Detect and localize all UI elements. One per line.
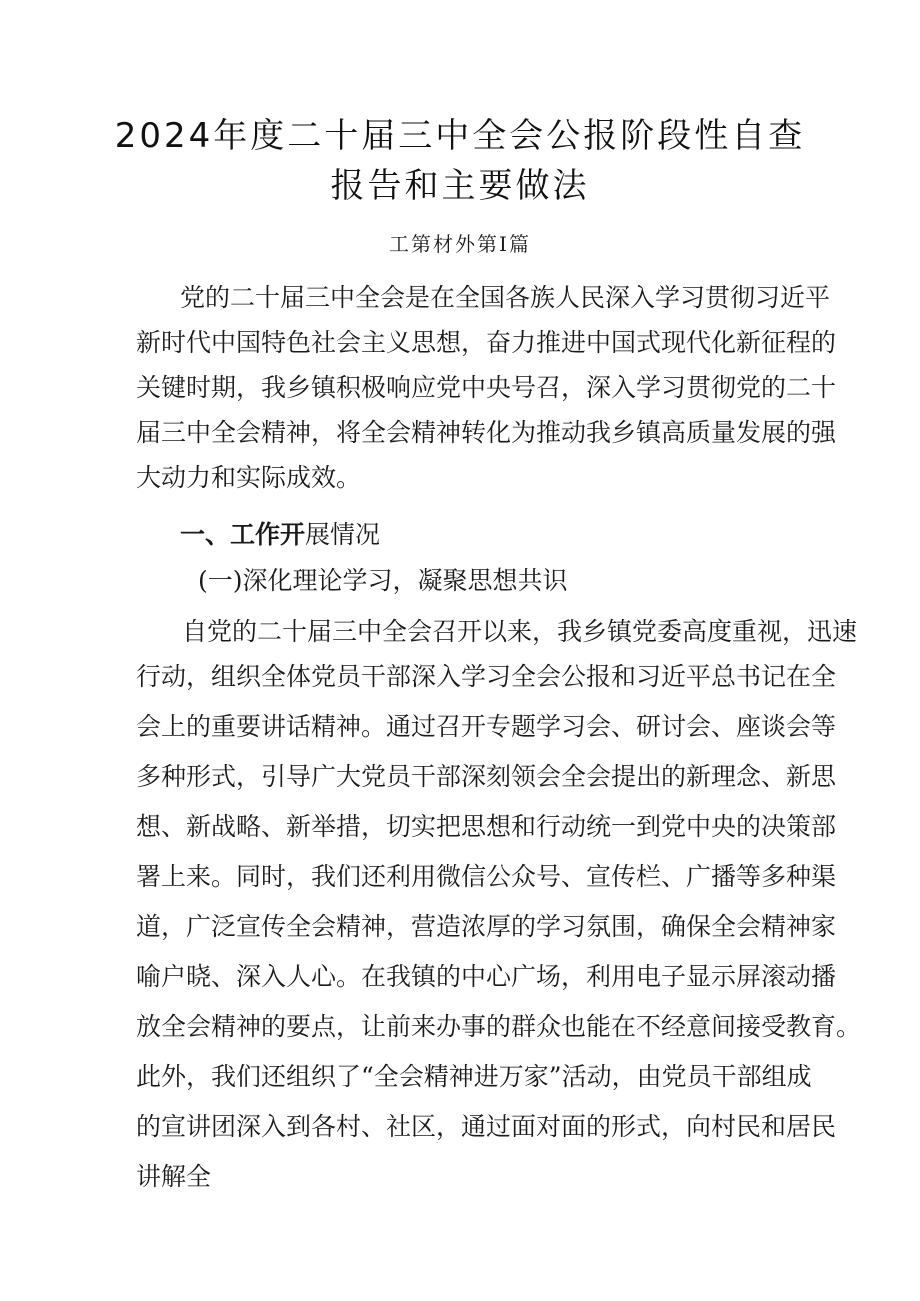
section-heading-rest: 展情况 — [305, 520, 381, 549]
body-line: 讲解全 — [136, 1162, 212, 1191]
intro-line: 党的二十届三中全会是在全国各族人民深入学习贯彻习近平 — [180, 283, 831, 312]
intro-line: 关键时期，我乡镇积极响应党中央号召，深入学习贯彻党的二十 — [136, 373, 837, 402]
subsection-heading: (一)深化理论学习，凝聚思想共识 — [198, 566, 568, 595]
body-line: 署上来。同时，我们还利用微信公众号、宣传栏、广播等多种渠 — [136, 862, 837, 891]
document-title-line-1: 2024年度二十届三中全会公报阶段性自查 — [114, 116, 806, 156]
body-line: 会上的重要讲话精神。通过召开专题学习会、研讨会、座谈会等 — [136, 712, 837, 741]
body-line: 行动，组织全体党员干部深入学习全会公报和习近平总书记在全 — [136, 662, 837, 691]
intro-line: 届三中全会精神，将全会精神转化为推动我乡镇高质量发展的强 — [136, 418, 837, 447]
intro-line: 新时代中国特色社会主义思想，奋力推进中国式现代化新征程的 — [136, 328, 837, 357]
section-heading — [180, 520, 920, 550]
body-line: 喻户晓、深入人心。在我镇的中心广场，利用电子显示屏滚动播 — [136, 962, 837, 991]
body-line: 多种形式，引导广大党员干部深刻领会全会提出的新理念、新思 — [136, 762, 837, 791]
intro-line: 大动力和实际成效。 — [136, 463, 362, 492]
body-line: 自党的二十届三中全会召开以来，我乡镇党委高度重视，迅速 — [182, 617, 858, 646]
body-line: 想、新战略、新举措，切实把思想和行动统一到党中央的决策部 — [136, 812, 837, 841]
body-line: 的宣讲团深入到各村、社区，通过面对面的形式，向村民和居民 — [136, 1112, 837, 1141]
document-title-line-2: 报告和主要做法 — [330, 166, 590, 206]
body-line: 此外，我们还组织了“全会精神进万家”活动，由党员干部组成 — [136, 1062, 812, 1091]
body-line: 放全会精神的要点，让前来办事的群众也能在不经意间接受教育。 — [136, 1012, 862, 1041]
document-subtitle: 工第材外第Ⅰ篇 — [389, 232, 531, 256]
body-line: 道，广泛宣传全会精神，营造浓厚的学习氛围，确保全会精神家 — [136, 912, 837, 941]
section-heading-bold: 一、工作开 — [180, 520, 306, 549]
